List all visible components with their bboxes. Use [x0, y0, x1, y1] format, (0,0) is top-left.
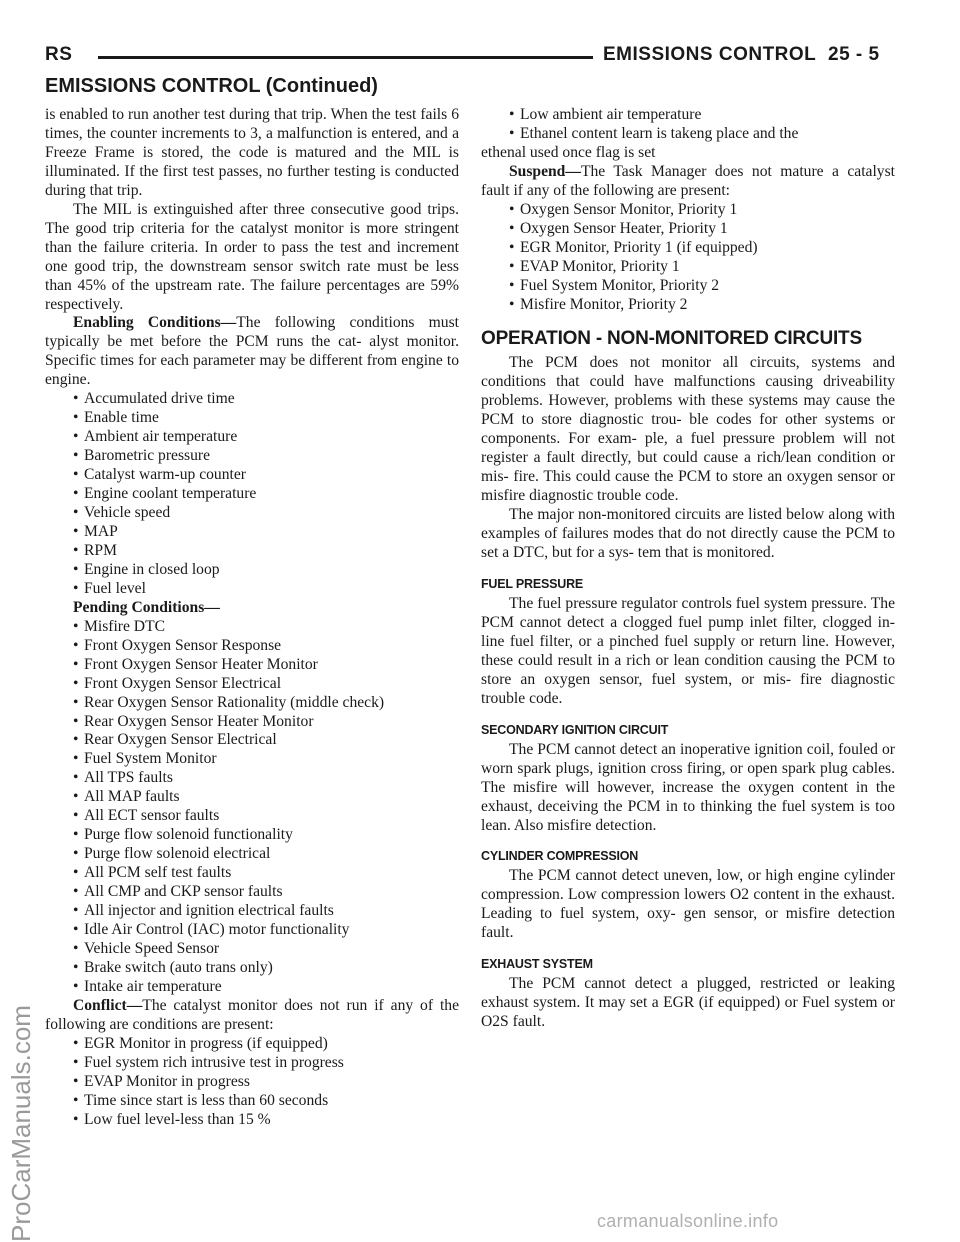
bullet-icon: •	[73, 579, 79, 597]
bullet-text: Engine coolant temperature	[84, 485, 257, 503]
bullet-icon: •	[73, 409, 79, 427]
bullet-icon: •	[73, 390, 79, 408]
bullet-icon: •	[73, 617, 79, 635]
bullet-text: Barometric pressure	[84, 447, 210, 465]
bullet-item	[509, 220, 895, 239]
bullet-icon: •	[73, 1091, 79, 1109]
enabling-conditions-lead: Enabling Conditions—	[73, 314, 237, 332]
bullet-item	[509, 201, 895, 220]
bullet-item	[73, 921, 459, 940]
bullet-icon: •	[73, 428, 79, 446]
bullet-item	[73, 788, 459, 807]
enabling-conditions-text: The following conditions must typically be met before the PCM runs the cat- alyst monitor. Specific times for each parameter may be different from engine to engine.	[45, 314, 459, 389]
header-code: RS	[45, 44, 73, 65]
bullet-icon: •	[73, 504, 79, 522]
bullet-item	[73, 940, 459, 959]
bullet-icon: •	[73, 560, 79, 578]
bullet-text: Purge flow solenoid electrical	[84, 845, 271, 863]
bullet-text: EGR Monitor in progress (if equipped)	[84, 1034, 328, 1052]
bullet-icon: •	[73, 447, 79, 465]
bullet-text: Purge flow solenoid functionality	[84, 826, 293, 844]
bullet-text: Rear Oxygen Sensor Rationality (middle check)	[84, 693, 385, 711]
header-rule	[98, 56, 593, 59]
bullet-text: Catalyst warm-up counter	[84, 466, 246, 484]
bullet-item	[73, 1073, 459, 1092]
bullet-item	[73, 883, 459, 902]
bullet-text: Rear Oxygen Sensor Electrical	[84, 731, 277, 749]
bullet-text: Front Oxygen Sensor Heater Monitor	[84, 655, 318, 673]
bullet-text: Idle Air Control (IAC) motor functionality	[84, 920, 350, 938]
bullet-item	[73, 731, 459, 750]
bullet-text: Intake air temperature	[84, 977, 222, 995]
bullet-text: Front Oxygen Sensor Response	[84, 636, 282, 654]
bullet-icon: •	[509, 106, 515, 123]
bullet-text: All injector and ignition electrical faults	[84, 902, 334, 920]
bullet-item	[73, 542, 459, 561]
bullet-item	[73, 428, 459, 447]
bullet-icon: •	[73, 674, 79, 692]
bullet-item	[509, 106, 895, 125]
bullet-icon: •	[73, 636, 79, 654]
bullet-item	[73, 864, 459, 883]
conflict-tail: ethenal used once flag is set	[481, 143, 656, 161]
paragraph: The fuel pressure regulator controls fuel system pressure. The PCM cannot detect a clogged fuel pump inlet filter, clogged in-line fuel filter, or a pinched fuel supply or return line. However, these could result in a rich or lean condition causing the PCM to store an oxygen sensor, fuel system, or mis- fire diagnostic trouble code.	[481, 594, 895, 707]
bullet-icon: •	[73, 807, 79, 825]
bullet-item	[73, 902, 459, 921]
bullet-text: Ethanel content learn is takeng place and the	[520, 124, 799, 142]
bullet-item	[73, 656, 459, 675]
bullet-text: All MAP faults	[84, 788, 180, 806]
suspend-text: The Task Manager does not mature a catalyst fault if any of the following are present:	[481, 162, 895, 199]
bullet-text: EGR Monitor, Priority 1 (if equipped)	[520, 238, 758, 256]
pending-list	[45, 618, 459, 997]
bullet-icon: •	[73, 1072, 79, 1090]
bullet-icon: •	[73, 655, 79, 673]
bullet-text: EVAP Monitor in progress	[84, 1072, 250, 1090]
bullet-icon: •	[73, 769, 79, 787]
bullet-text: Low fuel level-less than 15 %	[84, 1110, 271, 1128]
bullet-item	[73, 807, 459, 826]
bullet-text: Oxygen Sensor Heater, Priority 1	[520, 219, 728, 237]
bullet-item	[73, 1054, 459, 1073]
bullet-icon: •	[73, 977, 79, 995]
bullet-icon: •	[73, 788, 79, 806]
bullet-item	[73, 1035, 459, 1054]
bullet-text: All ECT sensor faults	[84, 807, 220, 825]
bullet-item	[73, 504, 459, 523]
paragraph: The PCM cannot detect an inoperative ignition coil, fouled or worn spark plugs, ignition cross firing, or open spark plug cables. The misfire will however, increase the oxygen content in the exhaust, deceiving the PCM in to thinking the fuel system is too lean. Also misfire detection.	[481, 740, 895, 834]
bullet-icon: •	[73, 920, 79, 938]
bullet-icon: •	[73, 712, 79, 730]
bullet-icon: •	[509, 257, 515, 275]
bullet-icon: •	[73, 485, 79, 503]
suspend-lead: Suspend—	[509, 162, 581, 180]
bullet-text: Time since start is less than 60 seconds	[84, 1091, 329, 1109]
bullet-icon: •	[509, 238, 515, 256]
bullet-item	[73, 409, 459, 428]
bullet-item	[73, 618, 459, 637]
bullet-text: Accumulated drive time	[84, 390, 235, 408]
enabling-list	[45, 390, 459, 598]
bullet-icon: •	[73, 958, 79, 976]
bullet-text: Ambient air temperature	[84, 428, 238, 446]
bullet-item	[73, 637, 459, 656]
conflict-text: The catalyst monitor does not run if any of the following are conditions are present:	[45, 996, 459, 1033]
bullet-item	[73, 694, 459, 713]
bullet-text: Rear Oxygen Sensor Heater Monitor	[84, 712, 314, 730]
bullet-text: Vehicle Speed Sensor	[84, 939, 220, 957]
section-heading: OPERATION - NON-MONITORED CIRCUITS	[481, 328, 862, 350]
footer-watermark: carmanualsonline.info	[597, 1211, 779, 1231]
bullet-item	[73, 845, 459, 864]
bullet-text: Low ambient air temperature	[520, 106, 702, 123]
bullet-text: Misfire DTC	[84, 617, 165, 635]
bullet-text: Fuel level	[84, 579, 146, 597]
bullet-icon: •	[509, 295, 515, 313]
bullet-text: All TPS faults	[84, 769, 173, 787]
bullet-item	[73, 390, 459, 409]
bullet-item	[509, 258, 895, 277]
bullet-item	[509, 296, 895, 315]
bullet-icon: •	[73, 693, 79, 711]
bullet-text: MAP	[84, 522, 118, 540]
bullet-item	[73, 466, 459, 485]
header-section: EMISSIONS CONTROL	[603, 44, 817, 65]
subheading-exhaust-system: EXHAUST SYSTEM	[481, 957, 593, 972]
enabling-conditions	[45, 314, 459, 390]
conflict-list	[45, 1035, 459, 1130]
paragraph: The MIL is extinguished after three consecutive good trips. The good trip criteria for the catalyst monitor is more stringent than the failure criteria. In order to pass the test and increment one good trip, the downstream sensor switch rate must be less than 45% of the upstream rate. The failure percentages are 59% respectively.	[45, 200, 459, 313]
bullet-icon: •	[73, 1053, 79, 1071]
right-column	[481, 106, 895, 1032]
bullet-item	[73, 675, 459, 694]
bullet-text: Enable time	[84, 409, 159, 427]
subheading-fuel-pressure: FUEL PRESSURE	[481, 576, 584, 591]
conflict-lead: Conflict—	[73, 996, 143, 1014]
continued-title: EMISSIONS CONTROL (Continued)	[45, 75, 378, 97]
bullet-icon: •	[73, 864, 79, 882]
bullet-icon: •	[73, 1110, 79, 1128]
subheading-cylinder-compression: CYLINDER COMPRESSION	[481, 849, 639, 864]
bullet-item	[509, 125, 895, 144]
bullet-text: RPM	[84, 541, 117, 559]
left-column	[45, 106, 459, 1129]
bullet-text: All PCM self test faults	[84, 864, 232, 882]
paragraph: The major non-monitored circuits are listed below along with examples of failures modes that do not directly cause the PCM to set a DTC, but for a sys- tem that is monitored.	[481, 506, 895, 562]
bullet-icon: •	[509, 124, 515, 142]
bullet-icon: •	[73, 750, 79, 768]
suspend-list	[481, 201, 895, 315]
bullet-icon: •	[73, 731, 79, 749]
bullet-icon: •	[509, 200, 515, 218]
bullet-icon: •	[73, 522, 79, 540]
bullet-icon: •	[73, 466, 79, 484]
bullet-icon: •	[73, 826, 79, 844]
bullet-item	[509, 277, 895, 296]
bullet-text: Fuel System Monitor	[84, 750, 217, 768]
bullet-icon: •	[509, 276, 515, 294]
bullet-text: Brake switch (auto trans only)	[84, 958, 273, 976]
bullet-item	[73, 826, 459, 845]
bullet-icon: •	[73, 845, 79, 863]
bullet-item	[73, 561, 459, 580]
paragraph: The PCM cannot detect uneven, low, or high engine cylinder compression. Low compression lowers O2 content in the exhaust. Leading to fuel system, oxy- gen sensor, or misfire detection fault.	[481, 867, 895, 942]
bullet-text: Fuel System Monitor, Priority 2	[520, 276, 720, 294]
bullet-icon: •	[73, 939, 79, 957]
paragraph: is enabled to run another test during that trip. When the test fails 6 times, the counter increments to 3, a malfunction is entered, and a Freeze Frame is stored, the code is matured and the MIL is illuminated. If the first test passes, no further testing is conducted during that trip.	[45, 106, 459, 199]
side-watermark: ProCarManuals.com	[6, 1005, 36, 1242]
bullet-item	[73, 959, 459, 978]
bullet-icon: •	[73, 1034, 79, 1052]
bullet-text: Oxygen Sensor Monitor, Priority 1	[520, 200, 738, 218]
suspend-paragraph	[481, 163, 895, 201]
paragraph: The PCM cannot detect a plugged, restricted or leaking exhaust system. It may set a EGR (if equipped) or Fuel system or O2S fault.	[481, 975, 895, 1031]
bullet-text: All CMP and CKP sensor faults	[84, 883, 283, 901]
paragraph: The PCM does not monitor all circuits, systems and conditions that could have malfunctions causing driveability problems. However, problems with these systems may cause the PCM to store diagnostic trou- ble codes for other systems or components. For exam- ple, a fuel pressure problem will not register a fault directly, but could cause a rich/lean condition or mis- fire. This could cause the PCM to store an oxygen sensor or misfire diagnostic trouble code.	[481, 354, 895, 505]
bullet-icon: •	[73, 883, 79, 901]
bullet-text: Fuel system rich intrusive test in progress	[84, 1053, 344, 1071]
header-page-number: 25 - 5	[828, 44, 880, 65]
bullet-item	[509, 239, 895, 258]
pending-conditions-lead: Pending Conditions—	[73, 598, 220, 616]
bullet-text: EVAP Monitor, Priority 1	[520, 257, 680, 275]
bullet-item	[73, 523, 459, 542]
bullet-text: Misfire Monitor, Priority 2	[520, 295, 688, 313]
bullet-icon: •	[73, 902, 79, 920]
bullet-icon: •	[73, 541, 79, 559]
bullet-item	[73, 978, 459, 997]
conflict-paragraph	[45, 997, 459, 1035]
bullet-item	[73, 1092, 459, 1111]
bullet-text: Front Oxygen Sensor Electrical	[84, 674, 282, 692]
bullet-text: Vehicle speed	[84, 504, 171, 522]
bullet-icon: •	[509, 219, 515, 237]
bullet-item	[73, 713, 459, 732]
bullet-item	[73, 447, 459, 466]
conflict-list-continued	[481, 106, 895, 144]
bullet-item	[73, 485, 459, 504]
subheading-secondary-ignition: SECONDARY IGNITION CIRCUIT	[481, 722, 669, 737]
bullet-item	[73, 750, 459, 769]
bullet-item	[73, 769, 459, 788]
bullet-item	[73, 1111, 459, 1130]
bullet-text: Engine in closed loop	[84, 560, 220, 578]
bullet-item	[73, 580, 459, 599]
